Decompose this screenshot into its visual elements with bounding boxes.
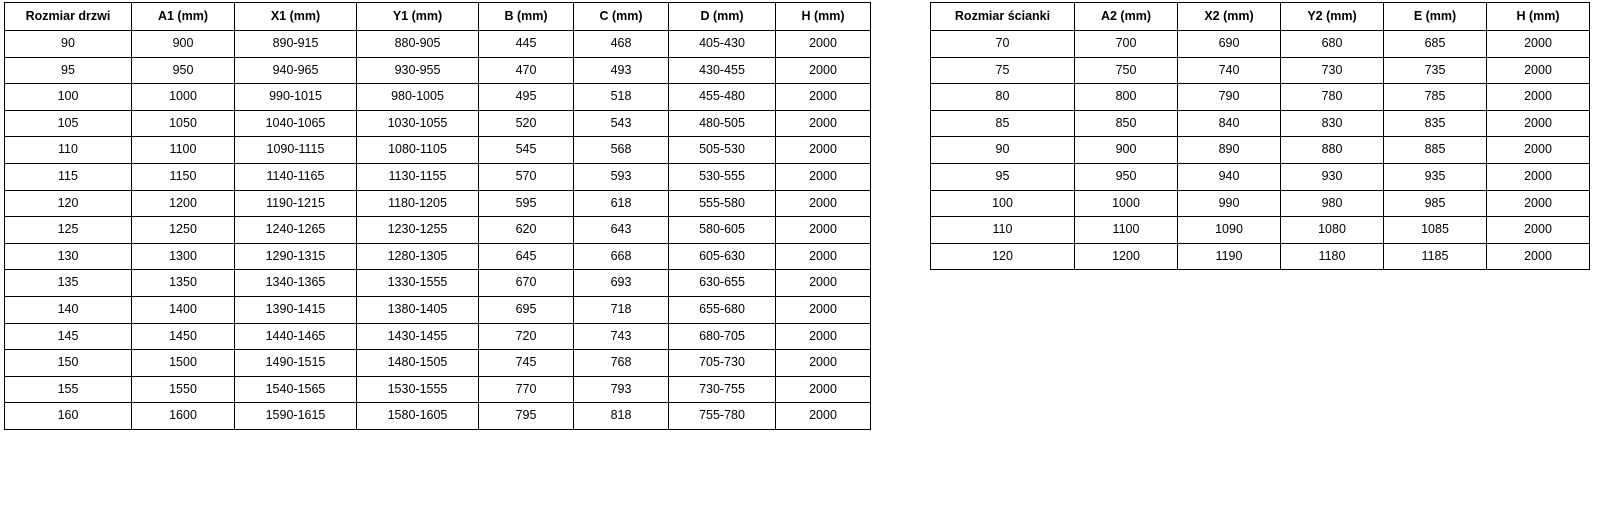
table-cell: 693: [574, 270, 669, 297]
walls-column-header: H (mm): [1487, 3, 1590, 31]
table-row: [931, 57, 1590, 84]
table-cell: 1330-1555: [357, 270, 479, 297]
table-row: [931, 31, 1590, 58]
table-cell: 595: [479, 190, 574, 217]
table-cell: 1300: [132, 243, 235, 270]
table-cell: 505-530: [669, 137, 776, 164]
table-cell: 555-580: [669, 190, 776, 217]
table-cell: 470: [479, 57, 574, 84]
table-cell: 743: [574, 323, 669, 350]
table-cell: 2000: [776, 403, 871, 430]
table-cell: 730: [1281, 57, 1384, 84]
table-cell: 2000: [1487, 84, 1590, 111]
table-cell: 620: [479, 217, 574, 244]
table-cell: 2000: [776, 137, 871, 164]
table-row: [5, 163, 871, 190]
table-cell: 120: [931, 243, 1075, 270]
doors-column-header: X1 (mm): [235, 3, 357, 31]
table-cell: 680: [1281, 31, 1384, 58]
table-cell: 90: [5, 31, 132, 58]
table-cell: 1190-1215: [235, 190, 357, 217]
table-cell: 1390-1415: [235, 296, 357, 323]
table-cell: 1080: [1281, 217, 1384, 244]
table-cell: 700: [1075, 31, 1178, 58]
table-cell: 850: [1075, 110, 1178, 137]
table-cell: 605-630: [669, 243, 776, 270]
table-cell: 630-655: [669, 270, 776, 297]
table-cell: 1500: [132, 350, 235, 377]
table-cell: 795: [479, 403, 574, 430]
table-cell: 2000: [1487, 163, 1590, 190]
walls-table-container: [930, 2, 1590, 270]
table-cell: 695: [479, 296, 574, 323]
table-cell: 1180-1205: [357, 190, 479, 217]
table-cell: 2000: [1487, 243, 1590, 270]
table-cell: 990: [1178, 190, 1281, 217]
table-cell: 1450: [132, 323, 235, 350]
table-cell: 1150: [132, 163, 235, 190]
walls-specification-table: [930, 2, 1590, 270]
walls-table-header: [931, 3, 1590, 31]
table-row: [5, 137, 871, 164]
doors-column-header: D (mm): [669, 3, 776, 31]
table-cell: 545: [479, 137, 574, 164]
table-cell: 120: [5, 190, 132, 217]
table-cell: 1090-1115: [235, 137, 357, 164]
table-row: [931, 84, 1590, 111]
table-cell: 2000: [776, 217, 871, 244]
table-cell: 520: [479, 110, 574, 137]
doors-specification-table: [4, 2, 871, 430]
table-row: [5, 217, 871, 244]
doors-column-header: Y1 (mm): [357, 3, 479, 31]
table-row: [5, 403, 871, 430]
table-cell: 990-1015: [235, 84, 357, 111]
table-cell: 1000: [132, 84, 235, 111]
table-cell: 1240-1265: [235, 217, 357, 244]
table-row: [5, 376, 871, 403]
table-cell: 2000: [776, 31, 871, 58]
table-cell: 785: [1384, 84, 1487, 111]
table-cell: 2000: [776, 84, 871, 111]
table-cell: 985: [1384, 190, 1487, 217]
table-cell: 880: [1281, 137, 1384, 164]
table-cell: 750: [1075, 57, 1178, 84]
table-cell: 100: [5, 84, 132, 111]
table-cell: 935: [1384, 163, 1487, 190]
walls-column-header: Rozmiar ścianki: [931, 3, 1075, 31]
table-cell: 1000: [1075, 190, 1178, 217]
table-cell: 493: [574, 57, 669, 84]
table-cell: 1290-1315: [235, 243, 357, 270]
table-cell: 160: [5, 403, 132, 430]
table-cell: 95: [931, 163, 1075, 190]
table-cell: 1040-1065: [235, 110, 357, 137]
table-cell: 2000: [1487, 137, 1590, 164]
table-cell: 670: [479, 270, 574, 297]
table-cell: 405-430: [669, 31, 776, 58]
table-cell: 580-605: [669, 217, 776, 244]
doors-table-container: [4, 2, 871, 430]
table-cell: 745: [479, 350, 574, 377]
doors-column-header: H (mm): [776, 3, 871, 31]
table-cell: 495: [479, 84, 574, 111]
table-cell: 105: [5, 110, 132, 137]
table-cell: 90: [931, 137, 1075, 164]
table-cell: 880-905: [357, 31, 479, 58]
table-cell: 593: [574, 163, 669, 190]
table-cell: 2000: [776, 57, 871, 84]
table-row: [931, 243, 1590, 270]
table-row: [931, 110, 1590, 137]
table-cell: 1530-1555: [357, 376, 479, 403]
table-cell: 840: [1178, 110, 1281, 137]
table-row: [5, 31, 871, 58]
table-cell: 100: [931, 190, 1075, 217]
table-cell: 950: [132, 57, 235, 84]
table-cell: 530-555: [669, 163, 776, 190]
table-cell: 468: [574, 31, 669, 58]
table-cell: 75: [931, 57, 1075, 84]
table-cell: 135: [5, 270, 132, 297]
table-cell: 2000: [776, 296, 871, 323]
table-cell: 930: [1281, 163, 1384, 190]
table-cell: 730-755: [669, 376, 776, 403]
table-cell: 2000: [1487, 217, 1590, 244]
table-cell: 668: [574, 243, 669, 270]
table-cell: 643: [574, 217, 669, 244]
table-cell: 685: [1384, 31, 1487, 58]
table-header-row: [5, 3, 871, 31]
table-cell: 1380-1405: [357, 296, 479, 323]
table-cell: 1400: [132, 296, 235, 323]
table-row: [931, 137, 1590, 164]
table-cell: 2000: [1487, 57, 1590, 84]
table-row: [5, 84, 871, 111]
table-cell: 1430-1455: [357, 323, 479, 350]
walls-column-header: A2 (mm): [1075, 3, 1178, 31]
table-cell: 885: [1384, 137, 1487, 164]
table-cell: 1340-1365: [235, 270, 357, 297]
table-cell: 95: [5, 57, 132, 84]
table-cell: 1540-1565: [235, 376, 357, 403]
table-row: [5, 190, 871, 217]
table-cell: 1130-1155: [357, 163, 479, 190]
table-cell: 950: [1075, 163, 1178, 190]
table-cell: 1185: [1384, 243, 1487, 270]
table-cell: 980-1005: [357, 84, 479, 111]
table-cell: 780: [1281, 84, 1384, 111]
table-cell: 70: [931, 31, 1075, 58]
table-cell: 1350: [132, 270, 235, 297]
table-cell: 1600: [132, 403, 235, 430]
doors-column-header: C (mm): [574, 3, 669, 31]
table-cell: 1580-1605: [357, 403, 479, 430]
table-cell: 145: [5, 323, 132, 350]
doors-column-header: B (mm): [479, 3, 574, 31]
table-cell: 1090: [1178, 217, 1281, 244]
table-cell: 900: [132, 31, 235, 58]
table-cell: 445: [479, 31, 574, 58]
table-cell: 1030-1055: [357, 110, 479, 137]
table-header-row: [931, 3, 1590, 31]
table-cell: 1085: [1384, 217, 1487, 244]
table-cell: 1190: [1178, 243, 1281, 270]
table-cell: 155: [5, 376, 132, 403]
table-row: [931, 163, 1590, 190]
table-cell: 680-705: [669, 323, 776, 350]
doors-table-header: [5, 3, 871, 31]
table-cell: 2000: [776, 350, 871, 377]
table-cell: 1140-1165: [235, 163, 357, 190]
table-cell: 85: [931, 110, 1075, 137]
table-cell: 735: [1384, 57, 1487, 84]
table-cell: 568: [574, 137, 669, 164]
table-cell: 1100: [132, 137, 235, 164]
table-cell: 720: [479, 323, 574, 350]
table-cell: 755-780: [669, 403, 776, 430]
table-row: [5, 57, 871, 84]
table-cell: 1050: [132, 110, 235, 137]
table-cell: 125: [5, 217, 132, 244]
table-cell: 618: [574, 190, 669, 217]
table-row: [5, 270, 871, 297]
table-cell: 800: [1075, 84, 1178, 111]
table-cell: 1280-1305: [357, 243, 479, 270]
table-cell: 115: [5, 163, 132, 190]
table-cell: 2000: [1487, 110, 1590, 137]
table-cell: 655-680: [669, 296, 776, 323]
table-row: [5, 110, 871, 137]
walls-column-header: X2 (mm): [1178, 3, 1281, 31]
table-cell: 2000: [776, 110, 871, 137]
table-cell: 110: [5, 137, 132, 164]
table-row: [5, 296, 871, 323]
table-cell: 480-505: [669, 110, 776, 137]
table-cell: 930-955: [357, 57, 479, 84]
doors-column-header: A1 (mm): [132, 3, 235, 31]
table-cell: 890-915: [235, 31, 357, 58]
table-cell: 1100: [1075, 217, 1178, 244]
table-cell: 940-965: [235, 57, 357, 84]
table-cell: 818: [574, 403, 669, 430]
table-cell: 1230-1255: [357, 217, 479, 244]
table-cell: 690: [1178, 31, 1281, 58]
table-cell: 740: [1178, 57, 1281, 84]
table-row: [931, 190, 1590, 217]
table-cell: 980: [1281, 190, 1384, 217]
table-cell: 110: [931, 217, 1075, 244]
table-cell: 768: [574, 350, 669, 377]
doors-column-header: Rozmiar drzwi: [5, 3, 132, 31]
table-cell: 890: [1178, 137, 1281, 164]
table-cell: 140: [5, 296, 132, 323]
table-cell: 1490-1515: [235, 350, 357, 377]
table-cell: 705-730: [669, 350, 776, 377]
table-cell: 570: [479, 163, 574, 190]
table-cell: 645: [479, 243, 574, 270]
table-cell: 455-480: [669, 84, 776, 111]
table-cell: 835: [1384, 110, 1487, 137]
table-cell: 80: [931, 84, 1075, 111]
table-cell: 790: [1178, 84, 1281, 111]
walls-table-body: [931, 31, 1590, 270]
table-cell: 150: [5, 350, 132, 377]
table-cell: 2000: [776, 376, 871, 403]
table-cell: 1440-1465: [235, 323, 357, 350]
table-cell: 2000: [776, 243, 871, 270]
table-cell: 518: [574, 84, 669, 111]
table-cell: 830: [1281, 110, 1384, 137]
table-cell: 940: [1178, 163, 1281, 190]
table-cell: 770: [479, 376, 574, 403]
table-cell: 1200: [132, 190, 235, 217]
doors-table-body: [5, 31, 871, 430]
table-cell: 430-455: [669, 57, 776, 84]
table-cell: 1480-1505: [357, 350, 479, 377]
table-cell: 1550: [132, 376, 235, 403]
table-cell: 1200: [1075, 243, 1178, 270]
table-cell: 1180: [1281, 243, 1384, 270]
table-cell: 793: [574, 376, 669, 403]
table-cell: 1250: [132, 217, 235, 244]
walls-column-header: E (mm): [1384, 3, 1487, 31]
table-row: [5, 243, 871, 270]
table-cell: 130: [5, 243, 132, 270]
table-cell: 2000: [776, 270, 871, 297]
table-cell: 718: [574, 296, 669, 323]
table-cell: 900: [1075, 137, 1178, 164]
table-cell: 1080-1105: [357, 137, 479, 164]
table-cell: 1590-1615: [235, 403, 357, 430]
table-row: [5, 323, 871, 350]
table-cell: 2000: [1487, 190, 1590, 217]
table-row: [5, 350, 871, 377]
table-cell: 2000: [776, 163, 871, 190]
table-row: [931, 217, 1590, 244]
table-cell: 2000: [776, 323, 871, 350]
table-cell: 2000: [776, 190, 871, 217]
walls-column-header: Y2 (mm): [1281, 3, 1384, 31]
table-cell: 2000: [1487, 31, 1590, 58]
table-cell: 543: [574, 110, 669, 137]
